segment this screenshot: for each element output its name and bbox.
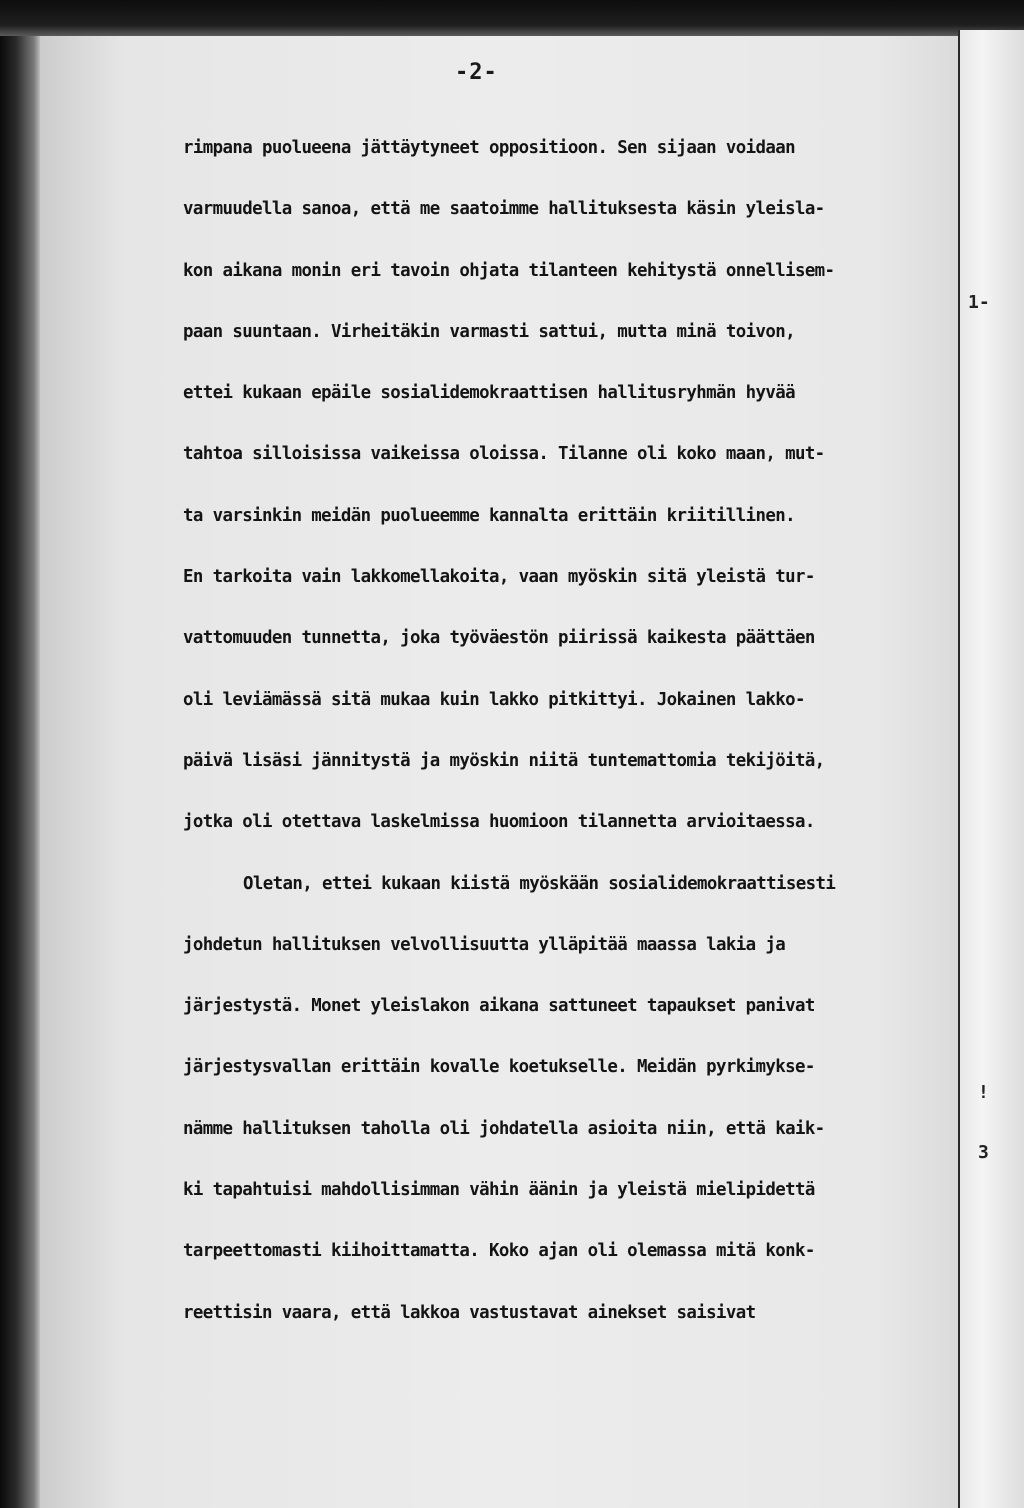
typewritten-body (183, 130, 973, 1356)
text-line: johdetun hallituksen velvollisuutta ylläpitää maassa lakia ja (183, 934, 786, 955)
top-shadow (0, 0, 1024, 36)
text-line: ta varsinkin meidän puolueemme kannalta erittäin kriitillinen. (183, 505, 795, 526)
text-line: reettisin vaara, että lakkoa vastustavat ainekset saisivat (183, 1302, 756, 1323)
margin-mark: 3 (978, 1142, 989, 1163)
text-line: järjestysvallan erittäin kovalle koetukselle. Meidän pyrkimykse- (183, 1057, 815, 1078)
text-line: tarpeettomasti kiihoittamatta. Koko ajan oli olemassa mitä konk- (183, 1241, 815, 1262)
text-line: ettei kukaan epäile sosialidemokraattisen hallitusryhmän hyvää (183, 383, 795, 404)
text-line: oli leviämässä sitä mukaa kuin lakko pitkittyi. Jokainen lakko- (183, 689, 805, 710)
text-line: paan suuntaan. Virheitäkin varmasti sattui, mutta minä toivon, (183, 321, 795, 342)
text-line: nämme hallituksen taholla oli johdatella asioita niin, että kaik- (183, 1118, 825, 1139)
text-line: kon aikana monin eri tavoin ohjata tilanteen kehitystä onnellisem- (183, 260, 835, 281)
text-line: ki tapahtuisi mahdollisimman vähin äänin ja yleistä mielipidettä (183, 1180, 815, 1201)
text-line: vattomuuden tunnetta, joka työväestön piirissä kaikesta päättäen (183, 628, 815, 649)
text-line: varmuudella sanoa, että me saatoimme hallituksesta käsin yleisla- (183, 199, 825, 220)
page-number: -2- (455, 60, 498, 85)
binding-shadow (0, 0, 40, 1508)
text-line: jotka oli otettava laskelmissa huomioon tilannetta arvioitaessa. (183, 812, 815, 833)
text-line: En tarkoita vain lakkomellakoita, vaan myöskin sitä yleistä tur- (183, 567, 815, 588)
margin-mark: ! (978, 1082, 989, 1103)
text-line: tahtoa silloisissa vaikeissa oloissa. Tilanne oli koko maan, mut- (183, 444, 825, 465)
text-line: päivä lisäsi jännitystä ja myöskin niitä tuntemattomia tekijöitä, (183, 750, 825, 771)
margin-mark: 1- (968, 292, 990, 313)
text-line: järjestystä. Monet yleislakon aikana sattuneet tapaukset panivat (183, 996, 815, 1017)
paragraph-start-line: Oletan, ettei kukaan kiistä myöskään sosialidemokraattisesti (243, 873, 836, 894)
text-line: rimpana puolueena jättäytyneet oppositioon. Sen sijaan voidaan (183, 138, 795, 158)
